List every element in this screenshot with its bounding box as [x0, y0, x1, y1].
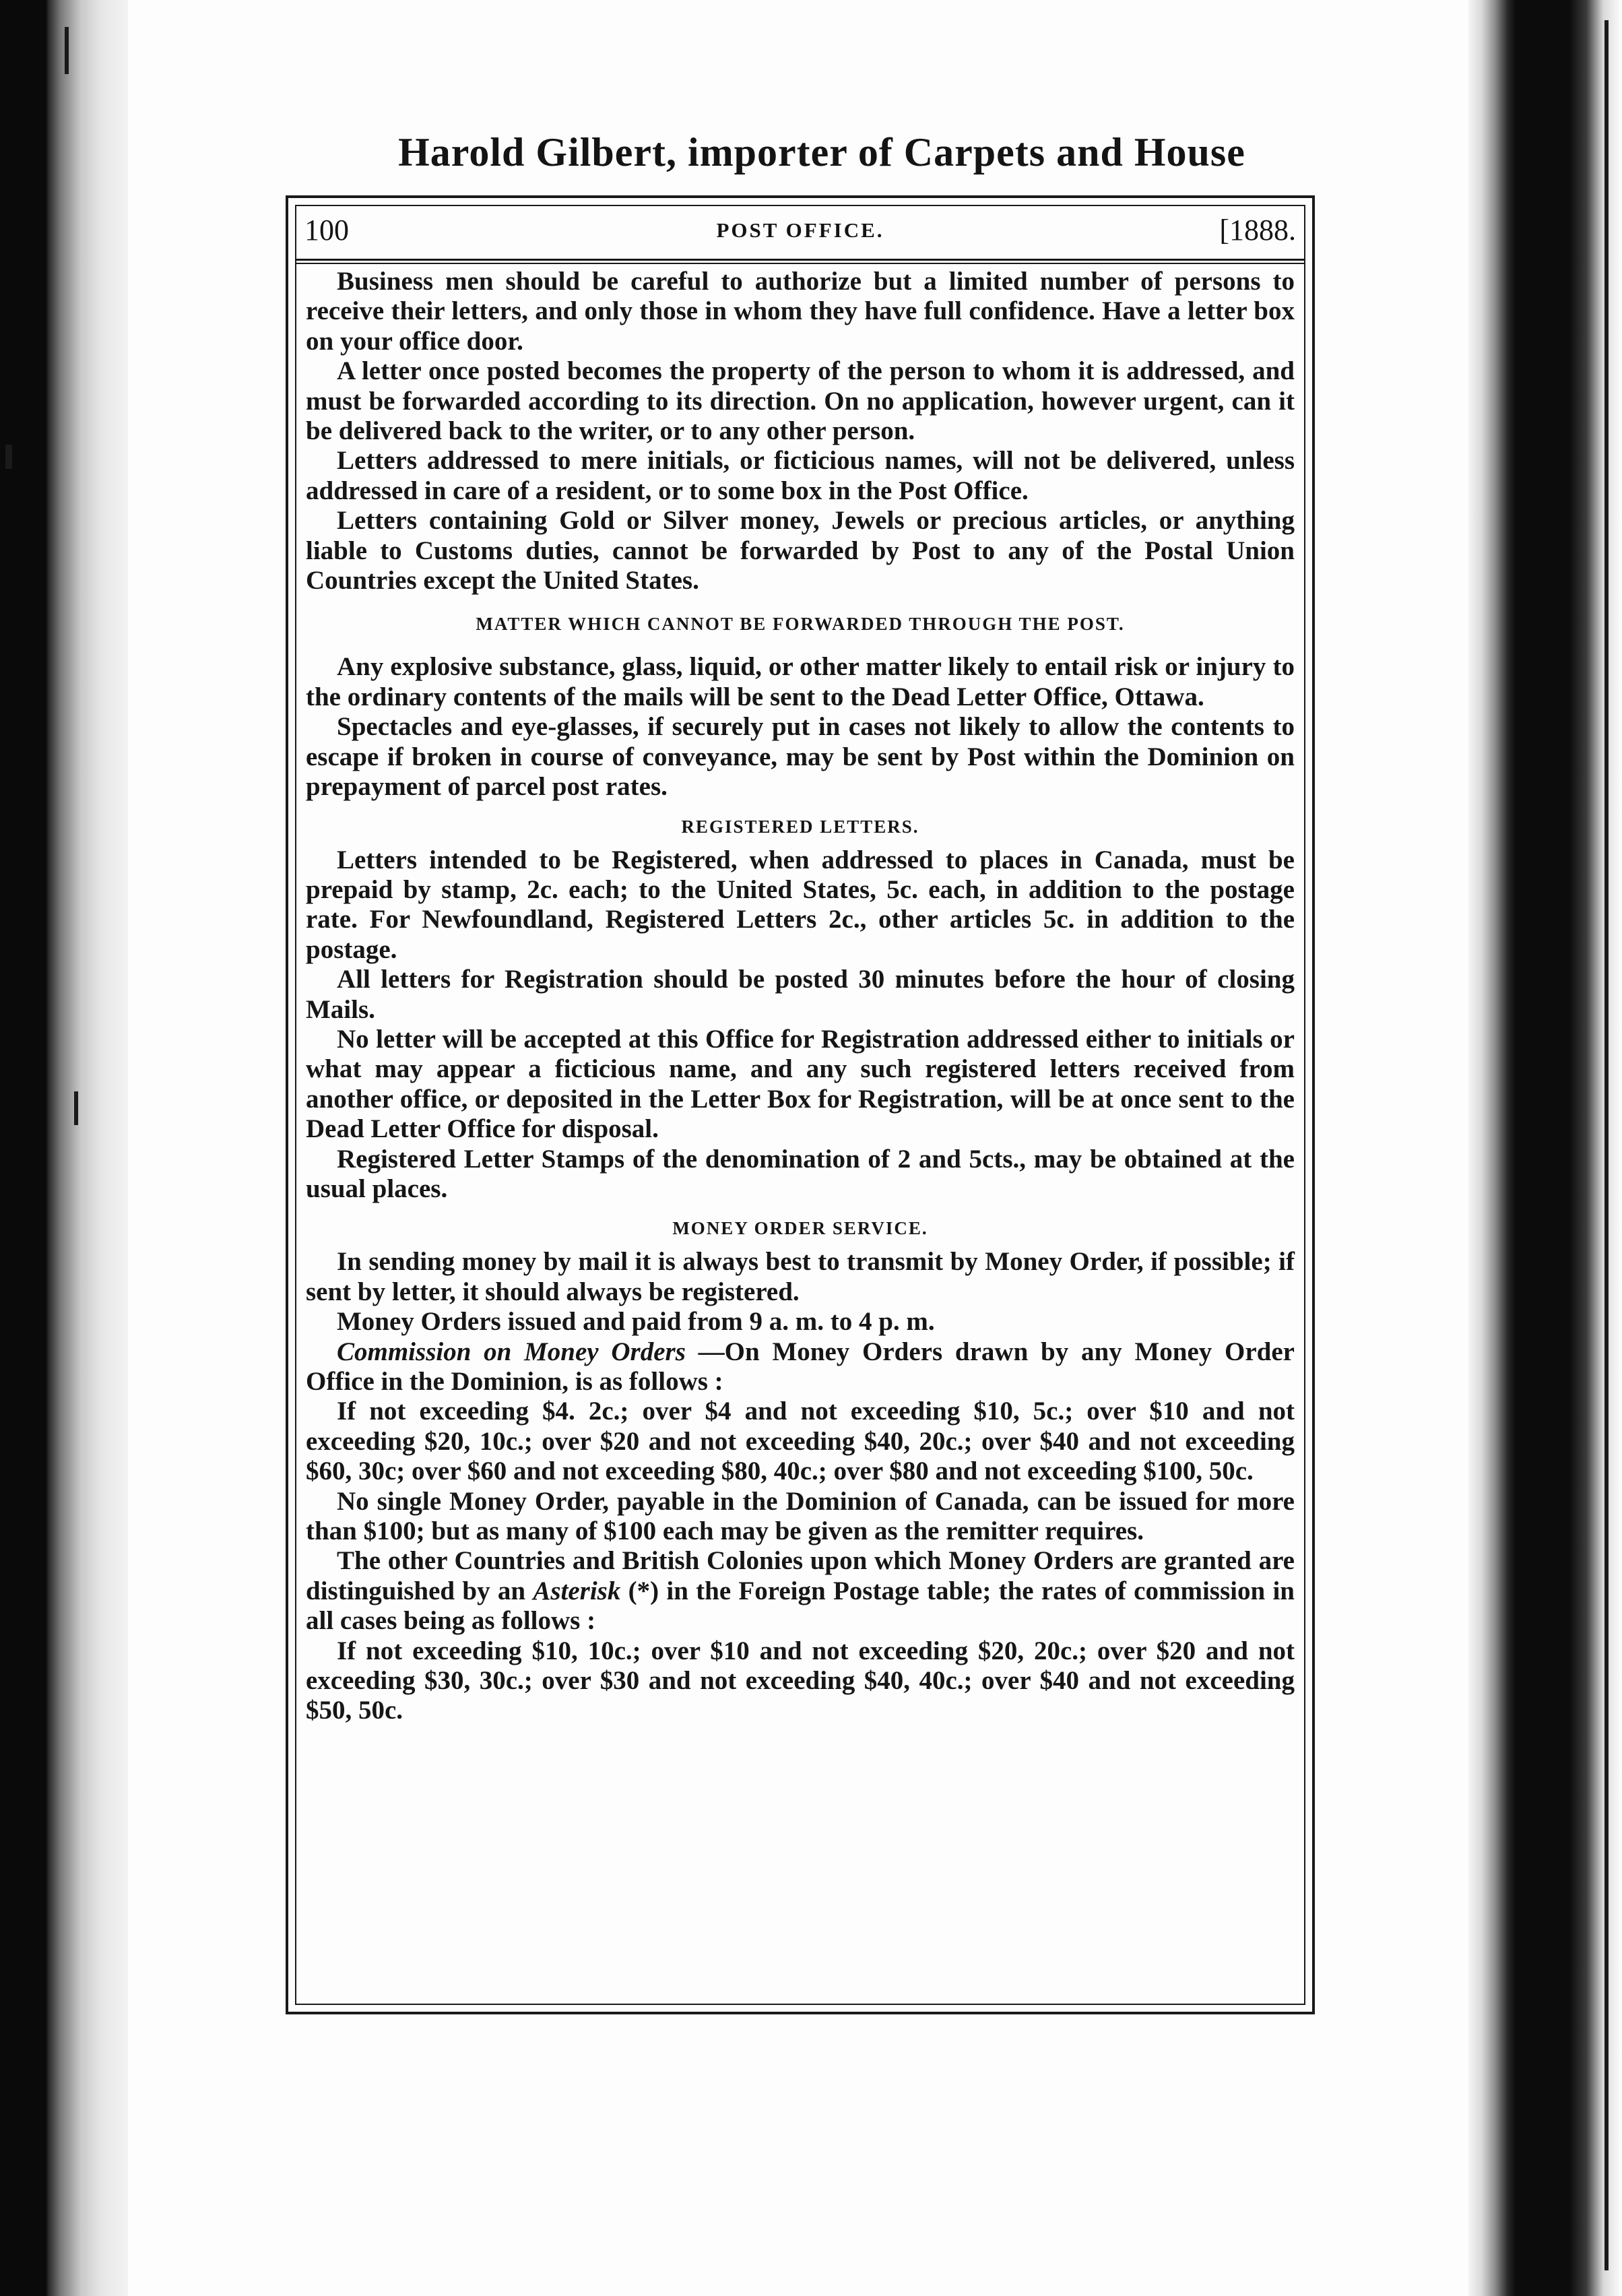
scan-mark	[5, 445, 12, 469]
text-span: The other Countries and British Colonies upon which Money Orders are granted are distinguished by an	[306, 1546, 1295, 1605]
page-number: 100	[304, 214, 349, 247]
header-rule	[295, 259, 1305, 264]
running-header: Harold Gilbert, importer of Carpets and House	[398, 130, 1245, 174]
page-header	[304, 209, 1296, 252]
book-gutter	[1468, 0, 1622, 2296]
paragraph: Any explosive substance, glass, liquid, or other matter likely to entail risk or injury to the ordinary contents of the mails will be sent to the Dead Letter Office, Ottawa.	[306, 652, 1295, 711]
paragraph: No letter will be accepted at this Office for Registration addressed either to initials or what may appear a ficticious name, and any such registered letters received from another office, or deposited in the Letter Box for Registration, will be at once sent to the Dead Letter Office for disposal.	[306, 1024, 1295, 1144]
book-left-edge	[0, 0, 128, 2296]
paragraph: In sending money by mail it is always best to transmit by Money Order, if possible; if sent by letter, it should always be registered.	[306, 1247, 1295, 1306]
text-span: (*) in the Foreign Postage table; the rates of commission in all cases being as follows :	[306, 1576, 1295, 1636]
section-heading-matter: MATTER WHICH CANNOT BE FORWARDED THROUGH THE POST.	[476, 614, 1125, 635]
paragraph: Letters intended to be Registered, when addressed to places in Canada, must be prepaid by stamp, 2c. each; to the United States, 5c. each, in addition to the postage rate. For Newfoundland, Registered Letters 2c., other articles 5c. in addition to the postage.	[306, 845, 1295, 964]
paragraph: If not exceeding $10, 10c.; over $10 and not exceeding $20, 20c.; over $20 and not exceeding $30, 30c.; over $30 and not exceeding $40, 40c.; over $40 and not exceeding $50, 50c.	[306, 1636, 1295, 1725]
commission-label: Commission on Money Orders	[337, 1337, 686, 1366]
asterisk-term: Asterisk	[533, 1576, 621, 1605]
paragraph: Spectacles and eye-glasses, if securely put in cases not likely to allow the contents to escape if broken in course of conveyance, may be sent by Post within the Dominion on prepayment of parcel post rates.	[306, 712, 1295, 802]
section-title: POST OFFICE.	[716, 218, 884, 242]
commission-text: —On Money Orders drawn by any Money Order Office in the Dominion, is as follows :	[306, 1337, 1295, 1396]
paragraph: Letters containing Gold or Silver money, Jewels or precious articles, or anything liable to Customs duties, cannot be forwarded by Post to any of the Postal Union Countries except the United States.	[306, 506, 1295, 596]
paragraph: Letters addressed to mere initials, or ficticious names, will not be delivered, unless addressed in care of a resident, or to some box in the Post Office.	[306, 446, 1295, 505]
scan-mark	[74, 1091, 78, 1125]
paragraph: If not exceeding $4. 2c.; over $4 and not exceeding $10, 5c.; over $10 and not exceeding $20, 10c.; over $20 and not exceeding $40, 20c.; over $40 and not exceeding $60, 30c; over $60 and not exceeding $80, 40c.; over $80 and not exceeding $100, 50c.	[306, 1397, 1295, 1486]
paragraph-commission	[306, 1337, 1295, 1397]
paragraph: No single Money Order, payable in the Dominion of Canada, can be issued for more than $100; but as many of $100 each may be given as the remitter requires.	[306, 1486, 1295, 1546]
page-year: [1888.	[1219, 214, 1296, 247]
next-page-rule	[1604, 20, 1609, 2270]
paragraph: Money Orders issued and paid from 9 a. m. to 4 p. m.	[337, 1307, 935, 1337]
paragraph: Registered Letter Stamps of the denomination of 2 and 5cts., may be obtained at the usual places.	[306, 1144, 1295, 1203]
page-body	[306, 267, 1295, 1726]
paragraph: A letter once posted becomes the property of the person to whom it is addressed, and must be forwarded according to its direction. On no application, however urgent, can it be delivered back to the writer, or to any other person.	[306, 356, 1295, 446]
paragraph: All letters for Registration should be posted 30 minutes before the hour of closing Mails.	[306, 965, 1295, 1024]
section-heading-registered: REGISTERED LETTERS.	[681, 816, 919, 837]
section-heading-money-order: MONEY ORDER SERVICE.	[672, 1218, 928, 1239]
scan-mark	[65, 27, 69, 74]
paragraph: Business men should be careful to authorize but a limited number of persons to receive their letters, and only those in whom they have full confidence. Have a letter box on your office door.	[306, 267, 1295, 356]
paragraph-asterisk	[306, 1546, 1295, 1636]
